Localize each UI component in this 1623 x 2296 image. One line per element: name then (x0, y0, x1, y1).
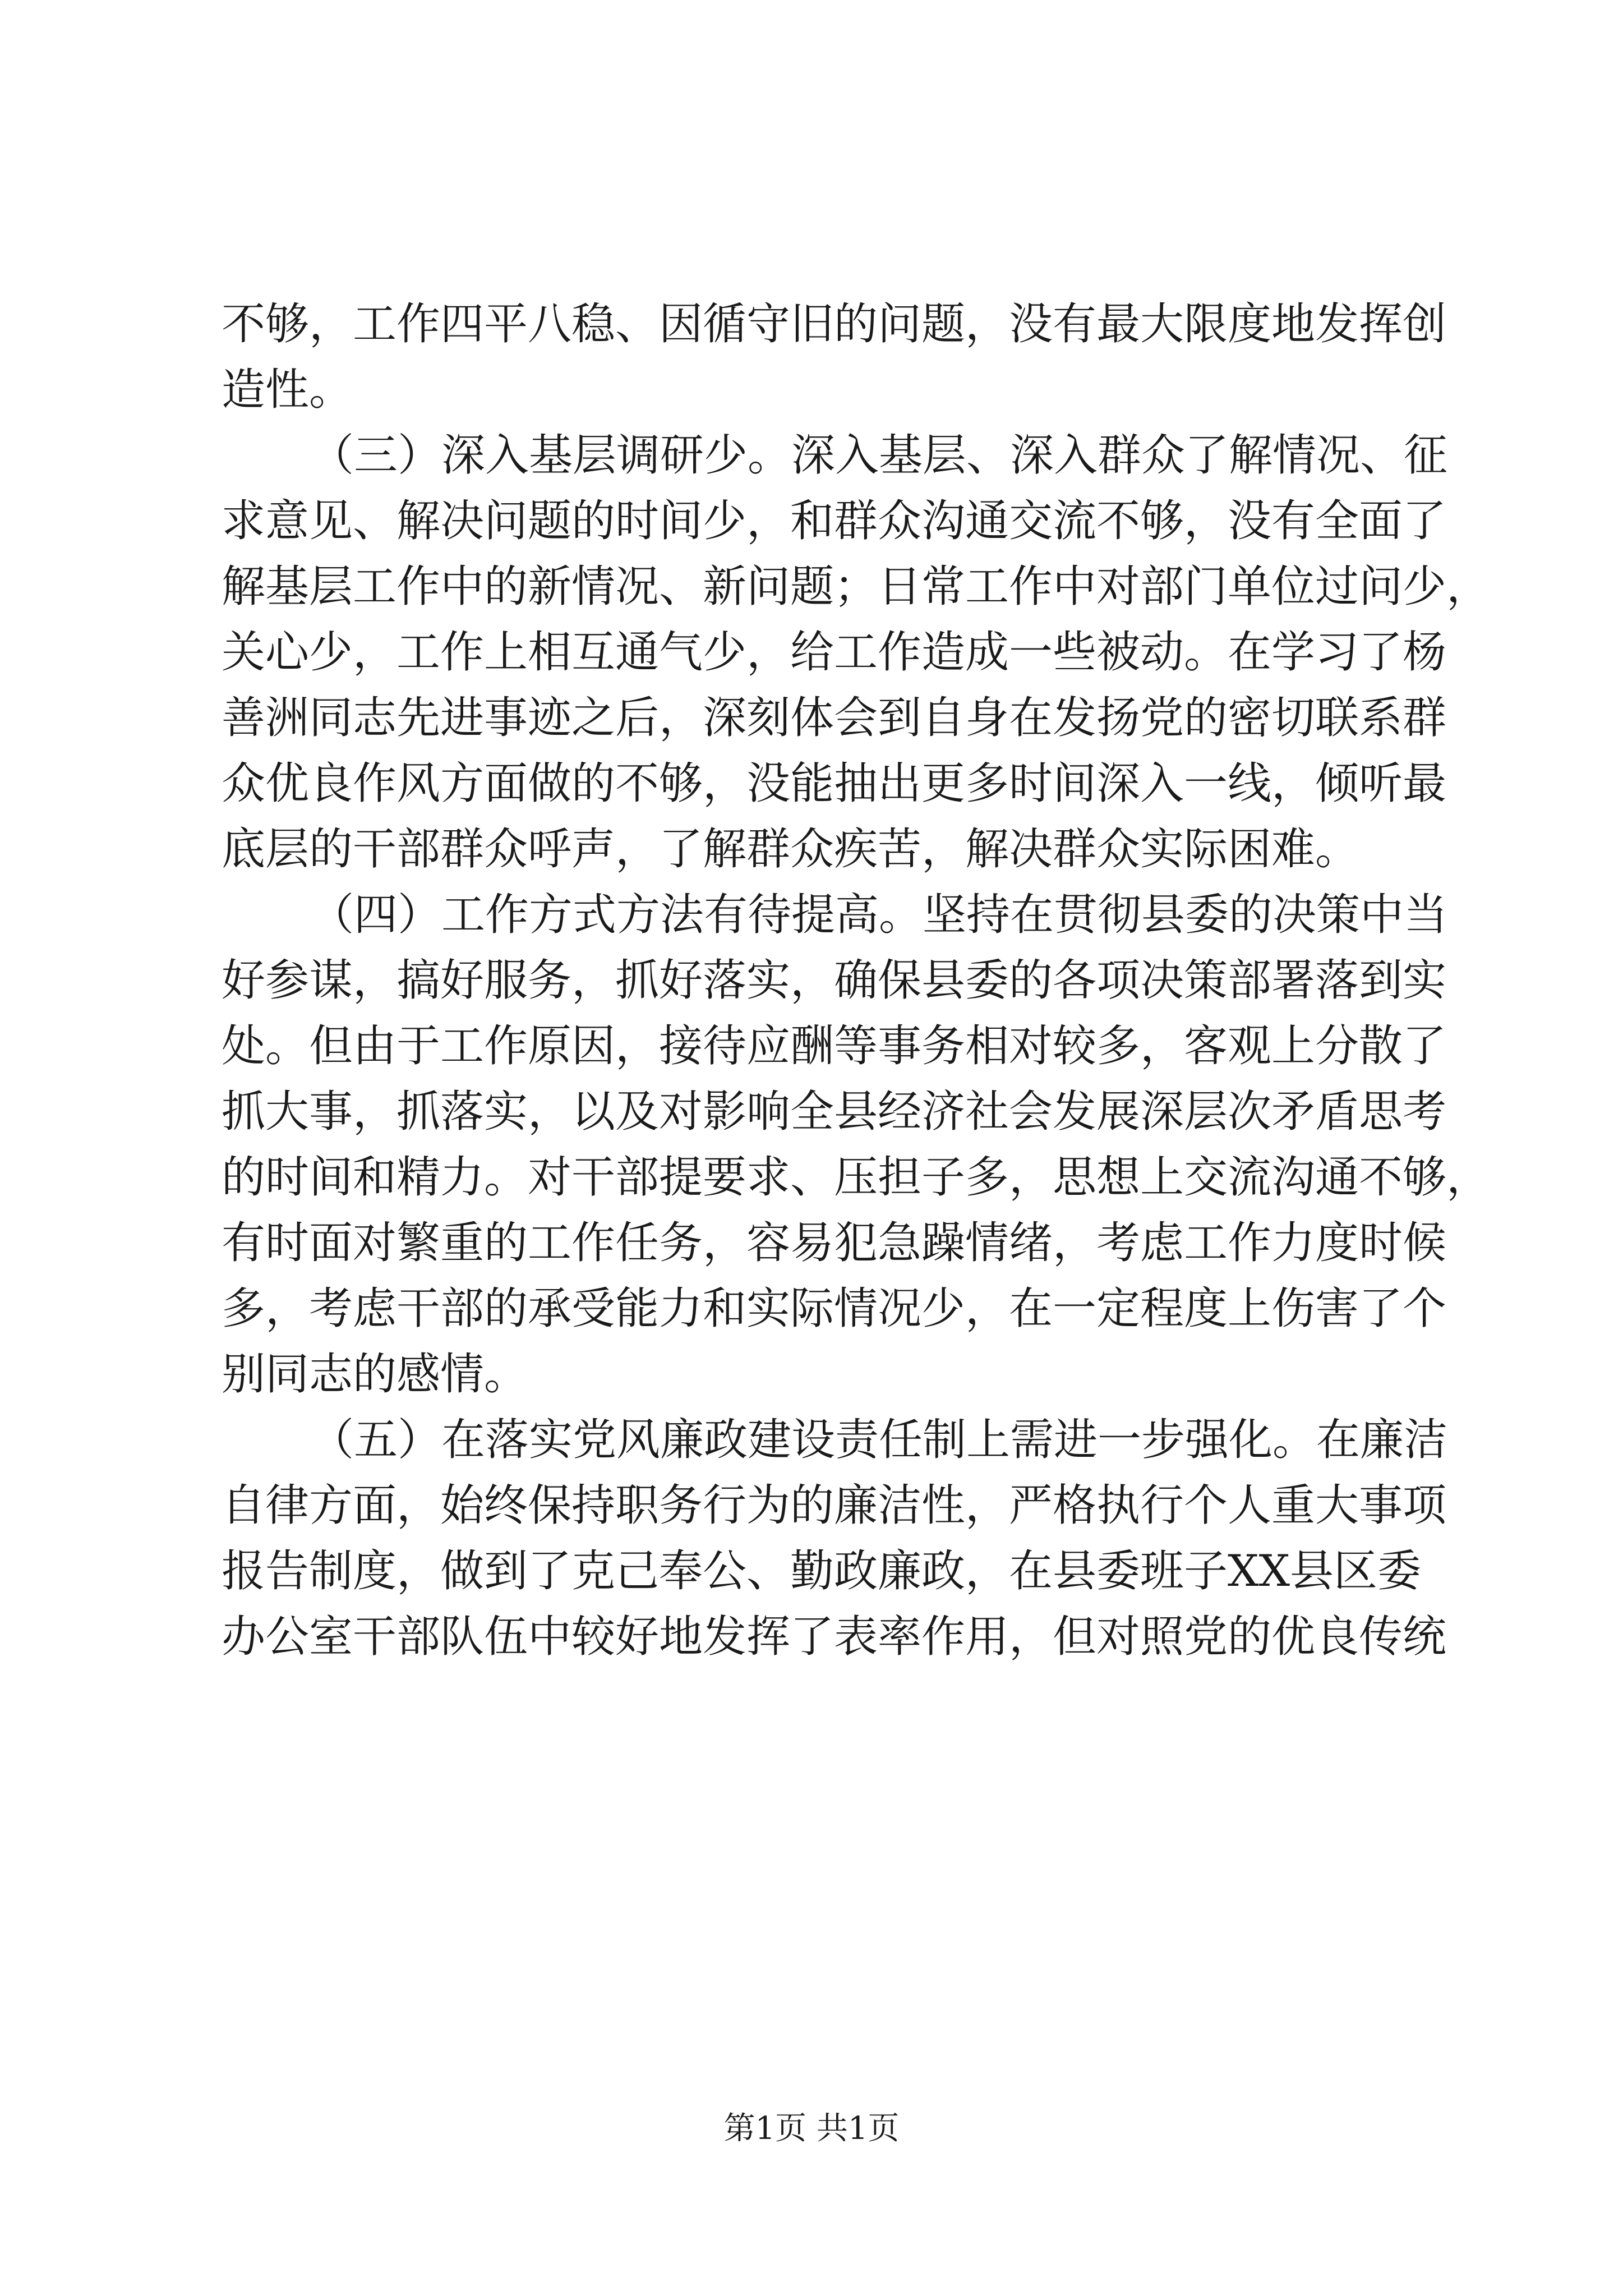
text-line: 关心少，工作上相互通气少，给工作造成一些被动。在学习了杨 (222, 627, 1447, 678)
text-line: 好参谋，搞好服务，抓好落实，确保县委的各项决策部署落到实 (222, 955, 1447, 1006)
text-line: 底层的干部群众呼声，了解群众疾苦，解决群众实际困难。 (222, 824, 1359, 875)
paragraph-heading-line: （三）深入基层调研少。深入基层、深入群众了解情况、征 (310, 430, 1448, 481)
text-line: 求意见、解决问题的时间少，和群众沟通交流不够，没有全面了 (222, 496, 1447, 546)
text-line: 报告制度，做到了克己奉公、勤政廉政，在县委班子XX县区委 (222, 1546, 1422, 1596)
text-line: 的时间和精力。对干部提要求、压担子多，思想上交流沟通不够， (222, 1152, 1491, 1203)
text-line: 处。但由于工作原因，接待应酬等事务相对较多，客观上分散了 (222, 1021, 1447, 1071)
text-line: 多，考虑干部的承受能力和实际情况少，在一定程度上伤害了个 (222, 1283, 1447, 1334)
text-line: 办公室干部队伍中较好地发挥了表率作用，但对照党的优良传统 (222, 1612, 1447, 1662)
text-line: 抓大事，抓落实，以及对影响全县经济社会发展深层次矛盾思考 (222, 1087, 1447, 1137)
text-line: 不够，工作四平八稳、因循守旧的问题，没有最大限度地发挥创 (222, 299, 1447, 349)
paragraph-heading-line: （五）在落实党风廉政建设责任制上需进一步强化。在廉洁 (310, 1415, 1448, 1465)
document-body (222, 292, 1491, 1670)
paragraph-heading-line: （四）工作方式方法有待提高。坚持在贯彻县委的决策中当 (310, 890, 1448, 940)
text-line: 造性。 (222, 365, 353, 415)
text-line: 有时面对繁重的工作任务，容易犯急躁情绪，考虑工作力度时候 (222, 1218, 1447, 1268)
text-line: 解基层工作中的新情况、新问题；日常工作中对部门单位过问少， (222, 562, 1491, 612)
text-line: 众优良作风方面做的不够，没能抽出更多时间深入一线，倾听最 (222, 758, 1447, 809)
text-line: 善洲同志先进事迹之后，深刻体会到自身在发扬党的密切联系群 (222, 693, 1447, 743)
text-line: 自律方面，始终保持职务行为的廉洁性，严格执行个人重大事项 (222, 1480, 1447, 1531)
page-number-footer: 第1页 共1页 (723, 2110, 900, 2147)
text-line: 别同志的感情。 (222, 1349, 528, 1400)
